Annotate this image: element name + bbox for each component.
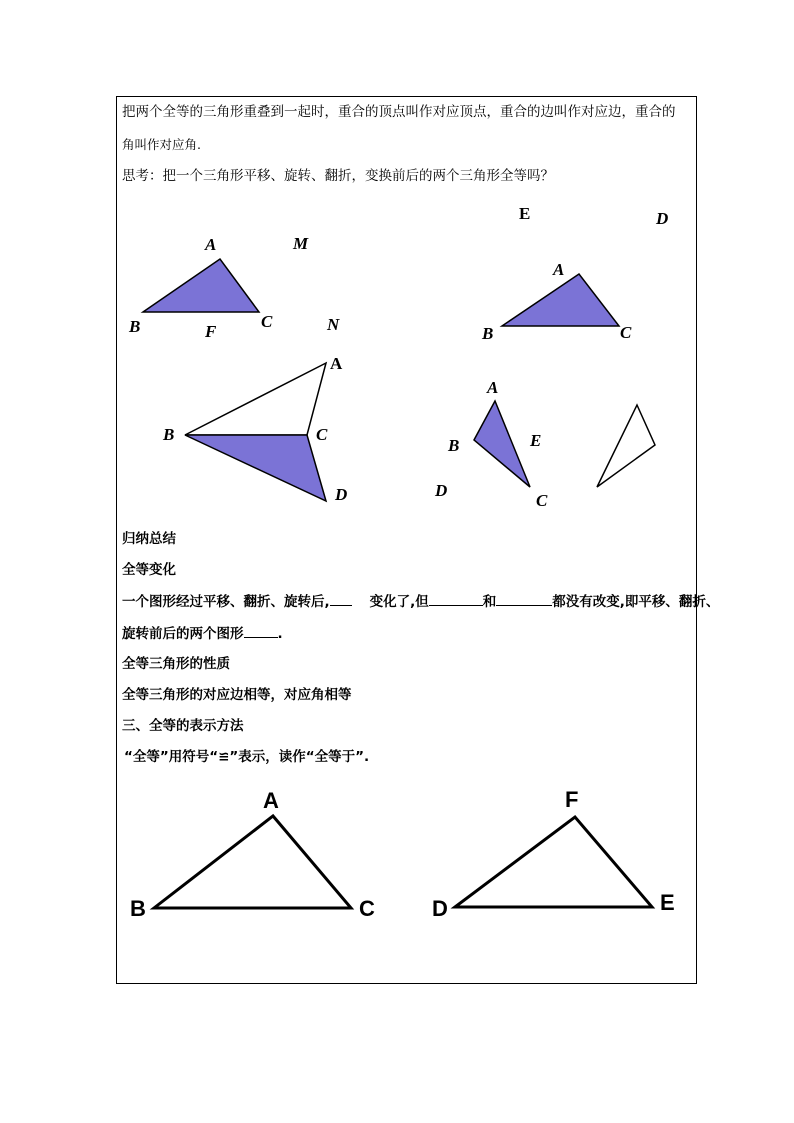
triangle-ABC (154, 816, 351, 908)
definition-line-2: 角叫作对应角. (122, 137, 201, 152)
text1-part4: 都没有改变,即平移、翻折、 (552, 594, 720, 610)
fig4-triangle-filled (474, 401, 530, 487)
bottom-label-C: C (359, 896, 375, 921)
text2-part2: . (277, 626, 283, 642)
fig3-triangle-white (185, 363, 326, 435)
summary-sub-property: 全等三角形的性质 (122, 656, 230, 672)
summary-property: 全等三角形的对应边相等，对应角相等 (122, 687, 352, 703)
bottom-label-F: F (565, 787, 579, 812)
bottom-label-B: B (130, 896, 146, 921)
fig3-label-B: B (163, 425, 175, 444)
fig1-triangle (143, 259, 259, 312)
summary-text-line-1 (122, 592, 719, 611)
bottom-label-A: A (263, 788, 279, 813)
blank-1 (330, 592, 352, 606)
summary-heading: 归纳总结 (122, 531, 176, 547)
bottom-label-E: E (660, 890, 675, 915)
definition-line-1: 把两个全等的三角形重叠到一起时，重合的顶点叫作对应顶点，重合的边叫作对应边，重合的 (122, 104, 676, 120)
blank-2 (429, 592, 483, 606)
fig4-label-D: D (435, 481, 448, 500)
text1-part3: 和 (482, 594, 497, 610)
summary-notation: “全等”用符号“≌”表示，读作“全等于”. (124, 749, 370, 765)
fig3-label-C: C (316, 425, 328, 444)
fig4-label-A: A (487, 378, 499, 397)
fig4-label-B: B (448, 436, 460, 455)
text1-part1: 一个图形经过平移、翻折、旋转后, (122, 594, 330, 610)
fig1-label-M: M (293, 234, 309, 253)
fig2-triangle (502, 274, 619, 326)
think-question: 思考：把一个三角形平移、旋转、翻折，变换前后的两个三角形全等吗？ (122, 168, 554, 184)
fig1-label-C: C (261, 312, 273, 331)
fig1-label-A: A (205, 235, 217, 254)
summary-text-line-2 (122, 624, 283, 643)
fig4-triangle-white (597, 405, 655, 487)
fig3-triangle-filled (185, 435, 326, 501)
blank-4 (244, 624, 278, 638)
blank-3 (496, 592, 552, 606)
triangle-DEF (455, 817, 652, 907)
fig3-label-D: D (335, 485, 348, 504)
text1-part2: 变化了,但 (369, 594, 429, 610)
fig1-label-N: N (327, 315, 340, 334)
fig3-label-A: A (330, 354, 343, 373)
fig1-label-B: B (129, 317, 141, 336)
fig4-label-E: E (530, 431, 542, 450)
fig2-label-A: A (553, 260, 565, 279)
fig2-label-B: B (482, 324, 494, 343)
fig2-label-E: E (519, 204, 531, 223)
fig2-label-D: D (656, 209, 669, 228)
text2-part1: 旋转前后的两个图形 (122, 626, 244, 642)
summary-sub-notation: 三、全等的表示方法 (122, 718, 244, 734)
fig2-label-C: C (620, 323, 632, 342)
fig4-label-C: C (536, 491, 548, 510)
fig1-label-F: F (205, 322, 217, 341)
summary-sub-transform: 全等变化 (122, 562, 176, 578)
bottom-label-D: D (432, 896, 448, 921)
